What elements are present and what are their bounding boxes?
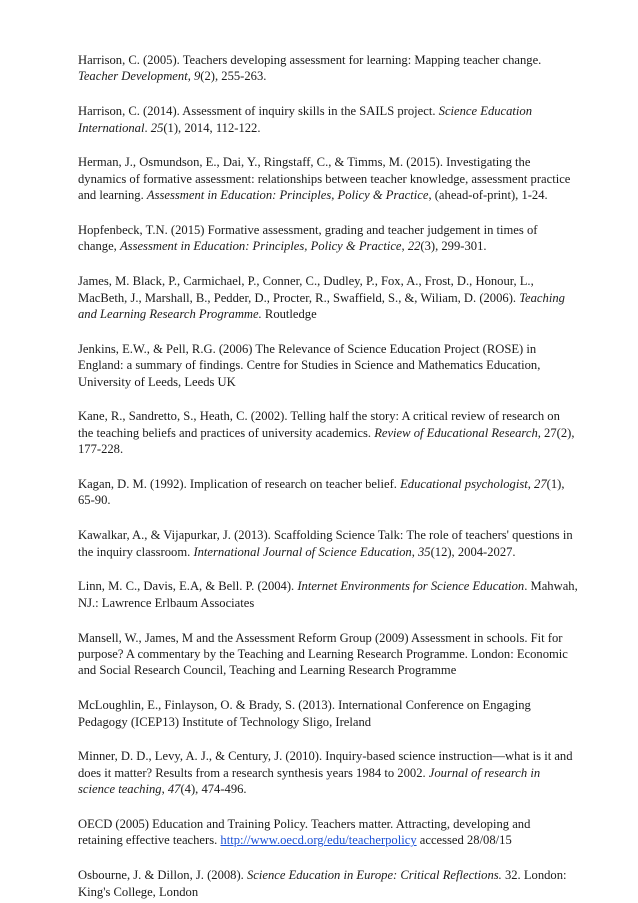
reference-text: . (144, 120, 151, 135)
reference-text: McLoughlin, E., Finlayson, O. & Brady, S. (2013). International Conference on Engaging Pedagogy (ICEP13) Institute of Technology Sligo, Ireland (78, 698, 531, 729)
reference-text: Mansell, W., James, M and the Assessment Reform Group (2009) Assessment in schools. Fit for purpose? A commentary by the Teaching and Learning Research Programme. London: Economic and Social Research Council, Teaching and Learning Research Programme (78, 630, 568, 678)
reference-entry (78, 748, 578, 797)
reference-entry (78, 476, 578, 509)
reference-entry (78, 273, 578, 322)
reference-entry (78, 816, 578, 849)
reference-italic-text: 22 (407, 239, 421, 254)
reference-text: (12), 2004-2027. (430, 544, 516, 559)
reference-entry (78, 578, 578, 611)
reference-italic-text: 47 (167, 782, 181, 797)
reference-italic-text: Assessment in Education: Principles, Policy & Practice (119, 239, 402, 254)
reference-text: , (161, 782, 168, 797)
reference-text: Jenkins, E.W., & Pell, R.G. (2006) The Relevance of Science Education Project (ROSE) in England: a summary of findings. Centre for Studies in Science and Mathematics Education, University of Leeds, Leeds UK (78, 341, 541, 389)
reference-italic-text: 27 (534, 477, 547, 492)
reference-italic-text: Internet Environments for Science Education (297, 579, 525, 594)
reference-text: Kagan, D. M. (1992). Implication of research on teacher belief. (78, 477, 401, 492)
reference-text: , (411, 544, 418, 559)
reference-text: accessed 28/08/15 (416, 833, 512, 848)
reference-text: (4), 474-496. (180, 782, 247, 797)
reference-italic-text: Teaching and Learning Research Programme. (78, 290, 565, 322)
reference-text: (1), 65-90. (78, 477, 565, 508)
reference-text: Osbourne, J. & Dillon, J. (2008). (78, 868, 247, 883)
reference-text: (1), 2014, 112-122. (163, 120, 261, 135)
reference-italic-text: Educational psychologist (400, 477, 528, 492)
reference-entry (78, 52, 578, 85)
reference-text: , (187, 69, 194, 84)
reference-entry (78, 527, 578, 560)
reference-text: , 27(2), 177-228. (78, 425, 575, 457)
reference-link[interactable]: http://www.oecd.org/edu/teacherpolicy (220, 833, 417, 848)
reference-text: Harrison, C. (2005). Teachers developing assessment for learning: Mapping teacher change. (78, 53, 542, 67)
reference-text: (2), 255-263. (200, 69, 267, 84)
reference-italic-text: Science Education International (78, 104, 533, 135)
reference-text: Linn, M. C., Davis, E.A, & Bell. P. (2004). (78, 579, 298, 594)
reference-italic-text: Science Education in Europe: Critical Reflections. (246, 868, 502, 883)
reference-italic-text: 25 (150, 120, 164, 135)
reference-entry (78, 341, 578, 390)
reference-text: OECD (2005) Education and Training Policy. Teachers matter. Attracting, developing and retaining effective teachers. (78, 817, 531, 848)
reference-text: , (401, 239, 408, 254)
reference-entry (78, 103, 578, 136)
reference-text: (3), 299-301. (420, 239, 487, 254)
reference-entry (78, 630, 578, 679)
reference-text: 32. London: King's College, London (78, 868, 567, 899)
reference-text: James, M. Black, P., Carmichael, P., Conner, C., Dudley, P., Fox, A., Frost, D., Honour, L., MacBeth, J., Marshall, B., Pedder, D., Procter, R., Swaffield, S., &, Wiliam, D. (2006). (78, 274, 534, 305)
reference-text: Kane, R., Sandretto, S., Heath, C. (2002). Telling half the story: A critical review of research on the teaching beliefs and practices of university academics. (78, 409, 560, 440)
reference-text: . Mahwah, NJ.: Lawrence Erlbaum Associates (78, 579, 578, 610)
reference-entry (78, 867, 578, 900)
reference-italic-text: Teacher Development (78, 69, 188, 84)
reference-text: Minner, D. D., Levy, A. J., & Century, J. (2010). Inquiry-based science instruction—what is it and does it matter? Results from a research synthesis years 1984 to 2002. (78, 749, 573, 780)
reference-italic-text: Assessment in Education: Principles, Policy & Practice (146, 188, 429, 203)
reference-text: Routledge (261, 307, 317, 322)
reference-entry (78, 697, 578, 730)
reference-italic-text: 9 (194, 69, 201, 84)
reference-text: Hopfenbeck, T.N. (2015) Formative assessment, grading and teacher judgement in times of change, (78, 223, 538, 254)
reference-italic-text: 35 (417, 544, 431, 559)
reference-text: Herman, J., Osmundson, E., Dai, Y., Ringstaff, C., & Timms, M. (2015). Investigating the dynamics of formative assessment: relationships between teacher knowledge, assessment practice and learning. (78, 155, 571, 203)
reference-italic-text: Journal of research in science teaching (78, 765, 541, 797)
reference-entry (78, 222, 578, 255)
reference-text: , (ahead-of-print), 1-24. (428, 188, 548, 203)
reference-entry (78, 154, 578, 203)
reference-text: , (527, 477, 535, 492)
reference-italic-text: Review of Educational Research (374, 425, 538, 440)
reference-text: Harrison, C. (2014). Assessment of inquiry skills in the SAILS project. (78, 104, 439, 119)
reference-entry (78, 408, 578, 457)
reference-italic-text: International Journal of Science Education (193, 544, 412, 559)
reference-text: Kawalkar, A., & Vijapurkar, J. (2013). Scaffolding Science Talk: The role of teachers' questions in the inquiry classroom. (78, 528, 573, 559)
reference-list (78, 52, 578, 900)
